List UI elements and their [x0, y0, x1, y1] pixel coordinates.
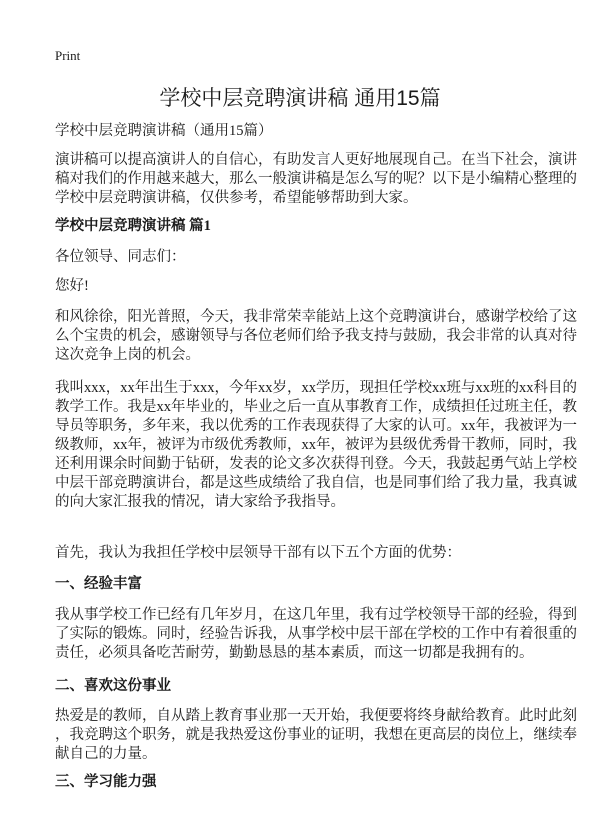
- heading-1: 一、经验丰富: [55, 576, 142, 592]
- text-line: 级教师，xx年，被评为市级优秀教师，xx年，被评为县级优秀骨干教师，同时，我: [55, 437, 577, 453]
- greeting: 各位领导、同志们：: [55, 249, 186, 265]
- text-line: 热爱是的教师，自从踏上教育事业那一天开始，我便要将终身献给教育。此时此刻: [55, 708, 577, 724]
- text-line: 责任，必须具备吃苦耐劳，勤勤恳恳的基本素质，而这一切都是我拥有的。: [55, 645, 534, 661]
- text-line: 的向大家汇报我的情况，请大家给予我指导。: [55, 494, 345, 510]
- paragraph-4: [55, 606, 577, 663]
- text-line: 和风徐徐，阳光普照，今天，我非常荣幸能站上这个竞聘演讲台，感谢学校给了这: [55, 309, 577, 325]
- paragraph-3: 首先，我认为我担任学校中层领导干部有以下五个方面的优势：: [55, 545, 461, 561]
- heading-2: 二、喜欢这份事业: [55, 678, 171, 694]
- paragraph-1: [55, 308, 577, 365]
- hello: 您好!: [55, 278, 89, 294]
- section-heading: 学校中层竞聘演讲稿 篇1: [55, 218, 211, 234]
- text-line: 我从事学校工作已经有几年岁月，在这几年里，我有过学校领导干部的经验，得到: [55, 607, 577, 623]
- text-line: 中层干部竞聘演讲台，都是这些成绩给了我自信，也是同事们给了我力量，我真诚: [55, 475, 577, 491]
- text-line: 我叫xxx，xx年出生于xxx，今年xx岁，xx学历，现担任学校xx班与xx班的xx科目的: [55, 380, 577, 396]
- paragraph-5: [55, 707, 577, 764]
- text-line: 么个宝贵的机会，感谢领导与各位老师们给予我支持与鼓励，我会非常的认真对待: [55, 328, 577, 344]
- text-line: 这次竞争上岗的机会。: [55, 347, 200, 363]
- text-line: 导员等职务，多年来，我以优秀的工作表现获得了大家的认可。xx年，我被评为一: [55, 418, 577, 434]
- heading-3: 三、学习能力强: [55, 774, 157, 790]
- text-line: ，我竞聘这个职务，就是我热爱这份事业的证明，我想在更高层的岗位上，继续奉: [55, 727, 577, 743]
- text-line: 了实际的锻炼。同时，经验告诉我，从事学校中层干部在学校的工作中有着很重的: [55, 626, 577, 642]
- subtitle: 学校中层竞聘演讲稿（通用15篇）: [55, 123, 273, 139]
- text-line: 教学工作。我是xx年毕业的，毕业之后一直从事教育工作，成绩担任过班主任，教: [55, 399, 577, 415]
- print-link[interactable]: Print: [55, 48, 81, 63]
- text-line: 演讲稿可以提高演讲人的自信心，有助发言人更好地展现自己。在当下社会，演讲: [55, 152, 577, 168]
- text-line: 还利用课余时间勤于钻研，发表的论文多次获得刊登。今天，我鼓起勇气站上学校: [55, 456, 577, 472]
- text-line: 稿对我们的作用越来越大，那么一般演讲稿是怎么写的呢？以下是小编精心整理的: [55, 171, 577, 187]
- paragraph-2: [55, 379, 577, 512]
- text-line: 献自己的力量。: [55, 746, 157, 762]
- text-line: 学校中层竞聘演讲稿，仅供参考，希望能够帮助到大家。: [55, 190, 418, 206]
- page-title: 学校中层竞聘演讲稿 通用15篇: [159, 87, 441, 110]
- intro-paragraph: [55, 151, 577, 208]
